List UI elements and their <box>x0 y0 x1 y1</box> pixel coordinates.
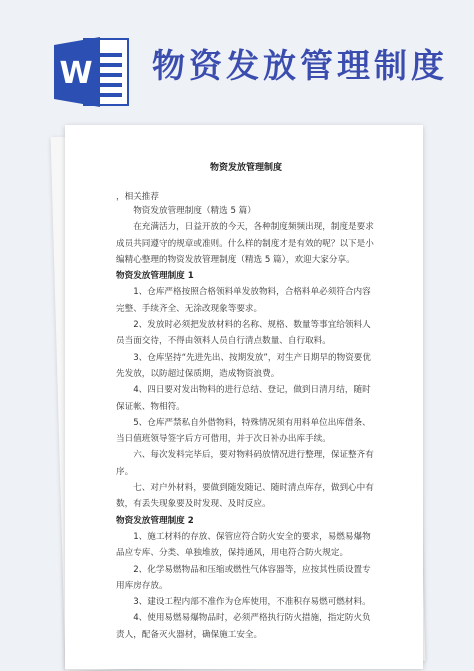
section2-item: 3、建设工程内部不准作为仓库使用，不准积存易燃可燃材料。 <box>133 597 371 608</box>
word-document-icon <box>54 35 130 109</box>
section1-item: 5、仓库严禁私自外借物料，特殊情况须有用料单位出库借条、当日值班领导签字后方可借用，并于次日补办出库手续。 <box>116 417 371 445</box>
section2-item: 4、使用易燃易爆物品时，必须严格执行防火措施，指定防火负责人，配备灭火器材，确保施工安全。 <box>116 613 371 640</box>
section1-item: 六、每次发料完毕后，要对物料码放情况进行整理，保证整齐有序。 <box>116 450 374 477</box>
document-title: 物资发放管理制度 <box>209 163 282 173</box>
section1-item: 1、仓库严格按照合格领料单发放物料，合格料单必须符合内容完整、手续齐全、无涂改现象等要求。 <box>116 287 371 314</box>
intro-paragraph: 在充满活力，日益开放的今天，各种制度频频出现，制度是要求成员共同遵守的规章或准则。什么样的制度才是有效的呢？以下是小编精心整理的物资发放管理制度（精选 5 篇），欢迎大家分享。 <box>116 222 374 265</box>
section-heading-2: 物资发放管理制度 2 <box>116 515 194 526</box>
section1-item: 七、对户外材料，要做到随发随记、随时清点库存，做到心中有数，有丢失现象要及时发现、及时反应。 <box>116 483 374 510</box>
document-content <box>116 161 376 643</box>
section1-item: 4、四日要对发出物料的进行总结、登记，做到日清月结，随时保证帐、物相符。 <box>116 385 371 412</box>
section1-item: 2、发放时必须把发放材料的名称、规格、数量等事宜给领料人员当面交待，不得由领料人员自行清点数量、自行取料。 <box>116 320 371 347</box>
section2-item: 2、化学易燃物品和压缩或燃性气体容器等，应按其性质设置专用库房存放。 <box>116 564 371 591</box>
word-icon-letter: W <box>59 56 93 91</box>
document-page <box>65 125 423 669</box>
banner-title: 物资发放管理制度 <box>152 46 448 85</box>
related-link[interactable]: ，相关推荐 <box>116 192 159 202</box>
section-heading-1: 物资发放管理制度 1 <box>116 271 194 282</box>
intro-subtitle: 物资发放管理制度（精选 5 篇） <box>133 206 256 216</box>
section1-item: 3、仓库坚持“先进先出、按期发放”，对生产日期早的物资要优先发放，以防超过保质期，造成物资浪费。 <box>116 352 371 379</box>
section2-item: 1、施工材料的存放、保管应符合防火安全的要求，易燃易爆物品应专库、分类、单独堆放，保持通风，用电符合防火规定。 <box>116 531 371 559</box>
header-banner <box>0 0 474 120</box>
